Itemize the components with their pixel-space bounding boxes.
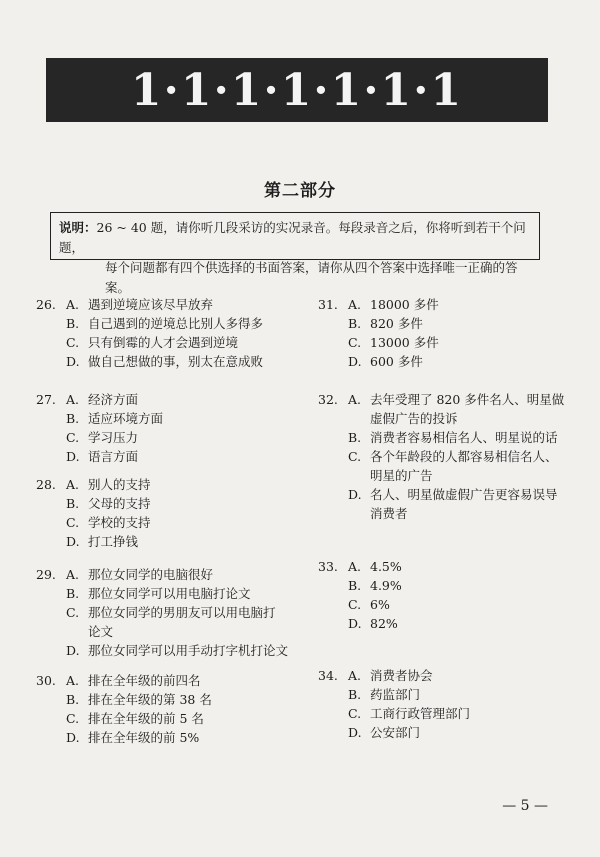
banner-text: 1·1·1·1·1·1·1	[130, 64, 464, 116]
option-text: 那位女同学的男朋友可以用电脑打	[88, 605, 276, 620]
option-letter: B.	[348, 430, 362, 445]
option-letter: A.	[66, 673, 80, 688]
option-letter: D.	[348, 354, 362, 369]
option-text: 适应环境方面	[88, 411, 164, 426]
option-text: 消费者协会	[370, 668, 433, 683]
option-letter: A.	[348, 559, 362, 574]
option-letter: D.	[66, 534, 80, 549]
option-text: 那位女同学可以用手动打字机打论文	[88, 643, 289, 658]
instructions-box	[50, 212, 540, 295]
question-32	[318, 390, 568, 523]
option-text: 公安部门	[370, 725, 421, 740]
instructions-line2: 每个问题都有四个供选择的书面答案，请你从四个答案中选择唯一正确的答案。	[105, 260, 518, 295]
option-text: 去年受理了 820 多件名人、明星做	[370, 392, 565, 407]
question-number: 34.	[318, 668, 338, 683]
option-text: 排在全年级的前四名	[88, 673, 201, 688]
question-31	[318, 295, 568, 371]
option-text-continued: 论文	[88, 624, 114, 639]
option-letter: A.	[66, 477, 80, 492]
question-number: 32.	[318, 392, 338, 407]
option-text: 13000 多件	[370, 335, 439, 350]
option-text: 4.5%	[370, 559, 402, 574]
option-text: 学校的支持	[88, 515, 151, 530]
option-letter: D.	[348, 725, 362, 740]
option-letter: A.	[66, 567, 80, 582]
option-text: 18000 多件	[370, 297, 439, 312]
option-text: 遇到逆境应该尽早放弃	[88, 297, 214, 312]
option-letter: A.	[66, 392, 80, 407]
option-text: 打工挣钱	[88, 534, 139, 549]
option-letter: B.	[348, 316, 362, 331]
question-28	[36, 475, 308, 551]
option-letter: B.	[66, 692, 80, 707]
option-text: 经济方面	[88, 392, 139, 407]
question-number: 28.	[36, 477, 56, 492]
option-letter: A.	[348, 668, 362, 683]
option-letter: A.	[66, 297, 80, 312]
question-34	[318, 666, 568, 742]
option-letter: B.	[66, 586, 80, 601]
option-text-continued: 虚假广告的投诉	[370, 411, 458, 426]
option-text: 学习压力	[88, 430, 139, 445]
option-letter: B.	[66, 316, 80, 331]
question-number: 31.	[318, 297, 338, 312]
option-letter: B.	[66, 496, 80, 511]
option-text: 各个年龄段的人都容易相信名人、	[370, 449, 558, 464]
option-letter: D.	[66, 730, 80, 745]
option-text: 药监部门	[370, 687, 421, 702]
question-33	[318, 557, 568, 633]
option-letter: B.	[66, 411, 80, 426]
question-number: 27.	[36, 392, 56, 407]
question-number: 30.	[36, 673, 56, 688]
option-text: 排在全年级的前 5 名	[88, 711, 204, 726]
option-text: 那位女同学的电脑很好	[88, 567, 214, 582]
option-text: 别人的支持	[88, 477, 151, 492]
option-letter: C.	[348, 449, 362, 464]
option-text: 6%	[370, 597, 390, 612]
option-letter: C.	[66, 430, 80, 445]
option-letter: D.	[66, 449, 80, 464]
question-30	[36, 671, 308, 747]
question-number: 26.	[36, 297, 56, 312]
option-text: 820 多件	[370, 316, 423, 331]
option-letter: C.	[348, 706, 362, 721]
option-text: 那位女同学可以用电脑打论文	[88, 586, 251, 601]
instructions-lead: 说明：	[59, 220, 97, 235]
question-29	[36, 565, 308, 660]
option-letter: D.	[66, 354, 80, 369]
option-text: 父母的支持	[88, 496, 151, 511]
option-letter: B.	[348, 578, 362, 593]
option-letter: C.	[348, 335, 362, 350]
option-text: 排在全年级的第 38 名	[88, 692, 212, 707]
option-letter: D.	[66, 643, 80, 658]
option-text: 语言方面	[88, 449, 139, 464]
option-letter: C.	[66, 605, 80, 620]
option-letter: A.	[348, 297, 362, 312]
option-text: 82%	[370, 616, 398, 631]
question-number: 29.	[36, 567, 56, 582]
option-letter: D.	[348, 487, 362, 502]
option-text: 4.9%	[370, 578, 402, 593]
question-number: 33.	[318, 559, 338, 574]
option-text-continued: 明星的广告	[370, 468, 433, 483]
option-text: 消费者容易相信名人、明星说的话	[370, 430, 558, 445]
option-text: 600 多件	[370, 354, 423, 369]
option-text: 排在全年级的前 5%	[88, 730, 200, 745]
instructions-line1: 26 ~ 40 题，请你听几段采访的实况录音。每段录音之后，你将听到若干个问题，	[59, 220, 526, 255]
option-text: 自己遇到的逆境总比别人多得多	[88, 316, 264, 331]
question-27	[36, 390, 308, 466]
section-banner	[46, 58, 548, 122]
option-letter: C.	[66, 335, 80, 350]
option-letter: C.	[348, 597, 362, 612]
option-letter: B.	[348, 687, 362, 702]
option-text: 工商行政管理部门	[370, 706, 471, 721]
option-text: 做自己想做的事，别太在意成败	[88, 354, 264, 369]
part-title: 第二部分	[264, 181, 336, 201]
option-text-continued: 消费者	[370, 506, 408, 521]
option-letter: A.	[348, 392, 362, 407]
option-text: 只有倒霉的人才会遇到逆境	[88, 335, 239, 350]
option-letter: C.	[66, 711, 80, 726]
page-number: — 5 —	[502, 798, 548, 814]
question-26	[36, 295, 308, 371]
option-letter: C.	[66, 515, 80, 530]
option-text: 名人、明星做虚假广告更容易误导	[370, 487, 558, 502]
option-letter: D.	[348, 616, 362, 631]
